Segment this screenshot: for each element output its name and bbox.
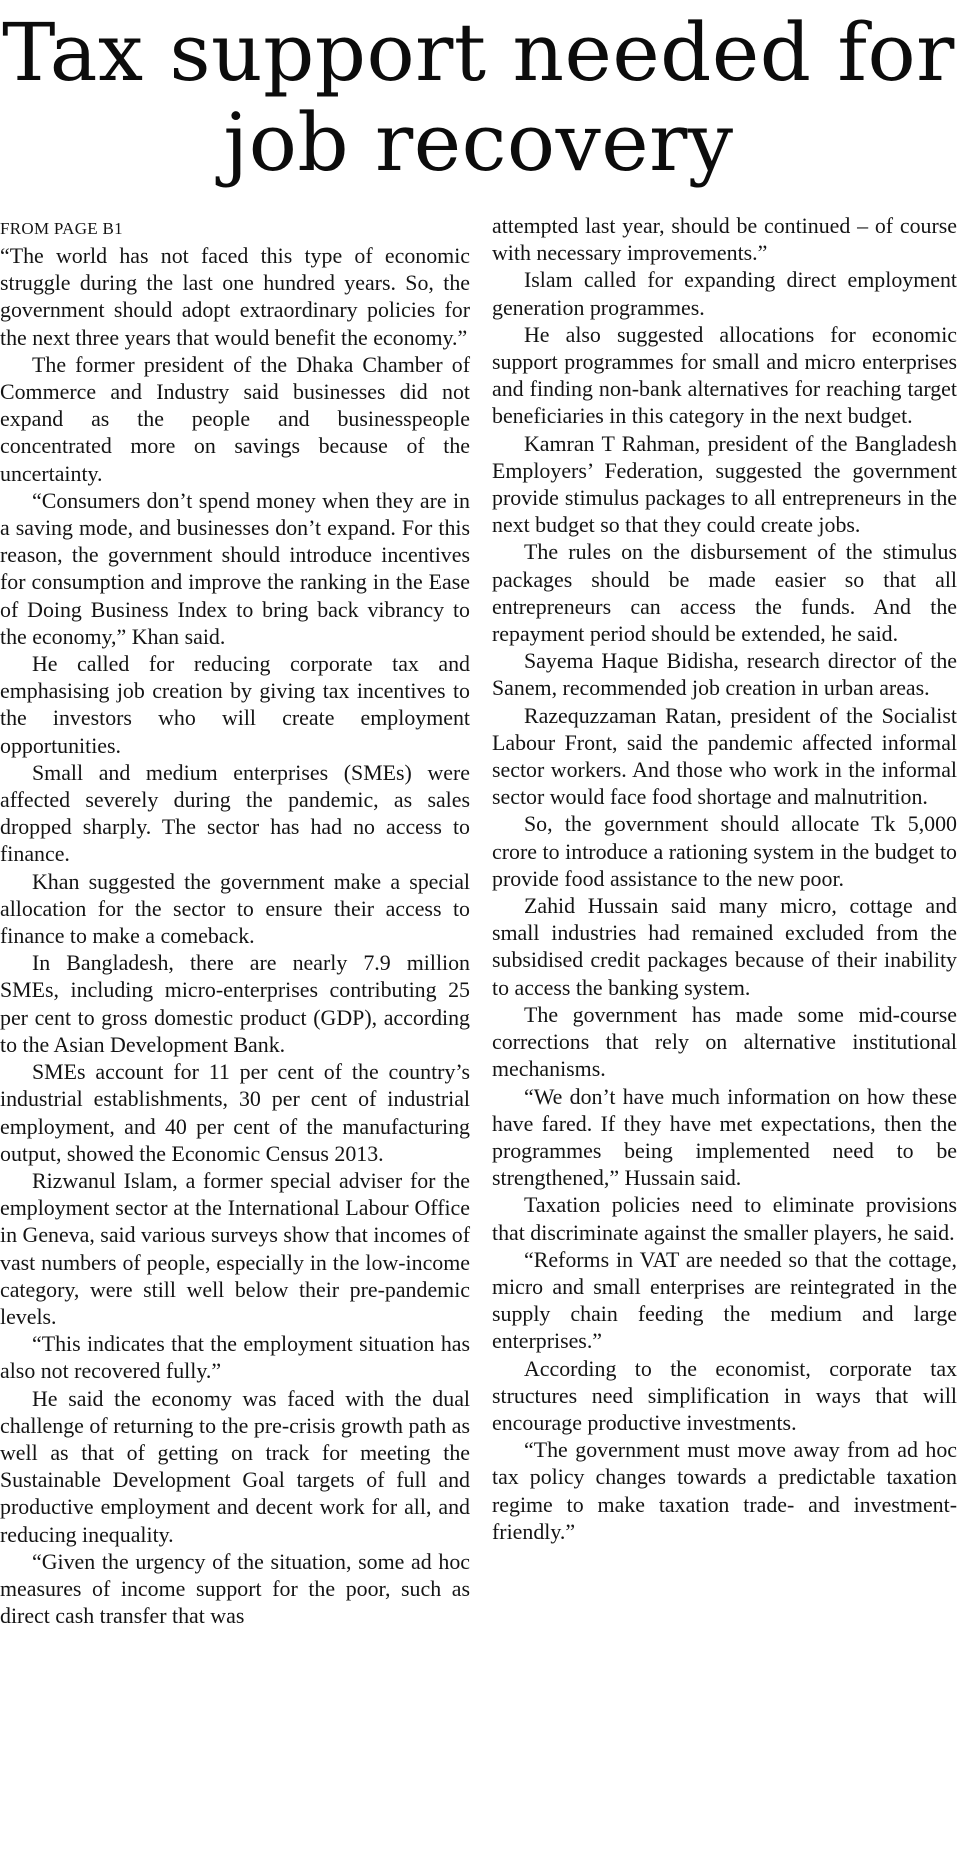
kicker-from-page: FROM PAGE B1 [0, 219, 123, 238]
body-paragraph: “We don’t have much information on how these have fared. If they have met expectations, then the programmes being implemented need to be strengthened,” Hussain said. [492, 1083, 957, 1191]
body-paragraph: “Consumers don’t spend money when they are in a saving mode, and businesses don’t expand. For this reason, the government should introduce incentives for consumption and improve the ranking in the Ease of Doing Business Index to bring back vibrancy to the economy,” Khan said. [0, 487, 470, 649]
body-paragraph: Kamran T Rahman, president of the Bangladesh Employers’ Federation, suggested the government provide stimulus packages to all entrepreneurs in the next budget so that they could create jobs. [492, 430, 957, 538]
article-column-left [0, 215, 470, 1629]
body-paragraph-continued: attempted last year, should be continued – of course with necessary improvements.” [492, 213, 957, 266]
body-paragraph: Rizwanul Islam, a former special adviser for the employment sector at the International Labour Office in Geneva, said various surveys show that incomes of vast numbers of people, especially in the low-income category, were still well below their pre-pandemic levels. [0, 1167, 470, 1329]
body-paragraph: So, the government should allocate Tk 5,000 crore to introduce a rationing system in the budget to provide food assistance to the new poor. [492, 811, 957, 891]
body-paragraph: Small and medium enterprises (SMEs) were affected severely during the pandemic, as sales dropped sharply. The sector has had no access to finance. [0, 759, 470, 867]
body-paragraph: Zahid Hussain said many micro, cottage and small industries had remained excluded from the subsidised credit packages because of their inability to access the banking system. [492, 893, 957, 1000]
body-paragraph: SMEs account for 11 per cent of the country’s industrial establishments, 30 per cent of industrial employment, and 40 per cent of the manufacturing output, showed the Economic Census 2013. [0, 1059, 470, 1166]
article-column-right [492, 212, 957, 1545]
body-paragraph: Sayema Haque Bidisha, research director of the Sanem, recommended job creation in urban areas. [492, 648, 957, 701]
body-paragraph: In Bangladesh, there are nearly 7.9 million SMEs, including micro-enterprises contributing 25 per cent to gross domestic product (GDP), according to the Asian Development Bank. [0, 950, 470, 1057]
body-paragraph: The former president of the Dhaka Chamber of Commerce and Industry said businesses did not expand as the people and businesspeople concentrated more on savings because of the uncertainty. [0, 351, 470, 486]
body-paragraph: “The government must move away from ad hoc tax policy changes towards a predictable taxation regime to make taxation trade- and investment-friendly.” [492, 1437, 957, 1544]
body-paragraph: “Reforms in VAT are needed so that the cottage, micro and small enterprises are reintegrated in the supply chain feeding the medium and large enterprises.” [492, 1246, 957, 1354]
body-paragraph: The rules on the disbursement of the stimulus packages should be made easier so that all entrepreneurs can access the funds. And the repayment period should be extended, he said. [492, 539, 957, 647]
body-paragraph: “The world has not faced this type of economic struggle during the last one hundred years. So, the government should adopt extraordinary policies for the next three years that would benefit the economy.” [0, 243, 470, 350]
body-paragraph: Razequzzaman Ratan, president of the Socialist Labour Front, said the pandemic affected informal sector workers. And those who work in the informal sector would face food shortage and malnutrition. [492, 702, 957, 810]
body-paragraph: Islam called for expanding direct employment generation programmes. [492, 267, 957, 320]
article-headline: Tax support needed for job recovery [2, 6, 955, 189]
body-paragraph: He said the economy was faced with the dual challenge of returning to the pre-crisis growth path as well as that of getting on track for meeting the Sustainable Development Goal targets of full and productive employment and decent work for all, and reducing inequality. [0, 1385, 470, 1547]
body-paragraph: Taxation policies need to eliminate provisions that discriminate against the smaller players, he said. [492, 1192, 957, 1245]
body-paragraph: Khan suggested the government make a special allocation for the sector to ensure their access to finance to make a comeback. [0, 868, 470, 949]
body-paragraph: “Given the urgency of the situation, some ad hoc measures of income support for the poor, such as direct cash transfer that was [0, 1548, 470, 1629]
body-paragraph: According to the economist, corporate tax structures need simplification in ways that will encourage productive investments. [492, 1355, 957, 1435]
body-paragraph: The government has made some mid-course corrections that rely on alternative institutional mechanisms. [492, 1001, 957, 1082]
body-paragraph: He called for reducing corporate tax and emphasising job creation by giving tax incentives to the investors who will create employment opportunities. [0, 651, 470, 758]
body-paragraph: “This indicates that the employment situation has also not recovered fully.” [0, 1331, 470, 1384]
body-paragraph: He also suggested allocations for economic support programmes for small and micro enterprises and finding non-bank alternatives for reaching target beneficiaries in this category in the next budget. [492, 321, 957, 429]
